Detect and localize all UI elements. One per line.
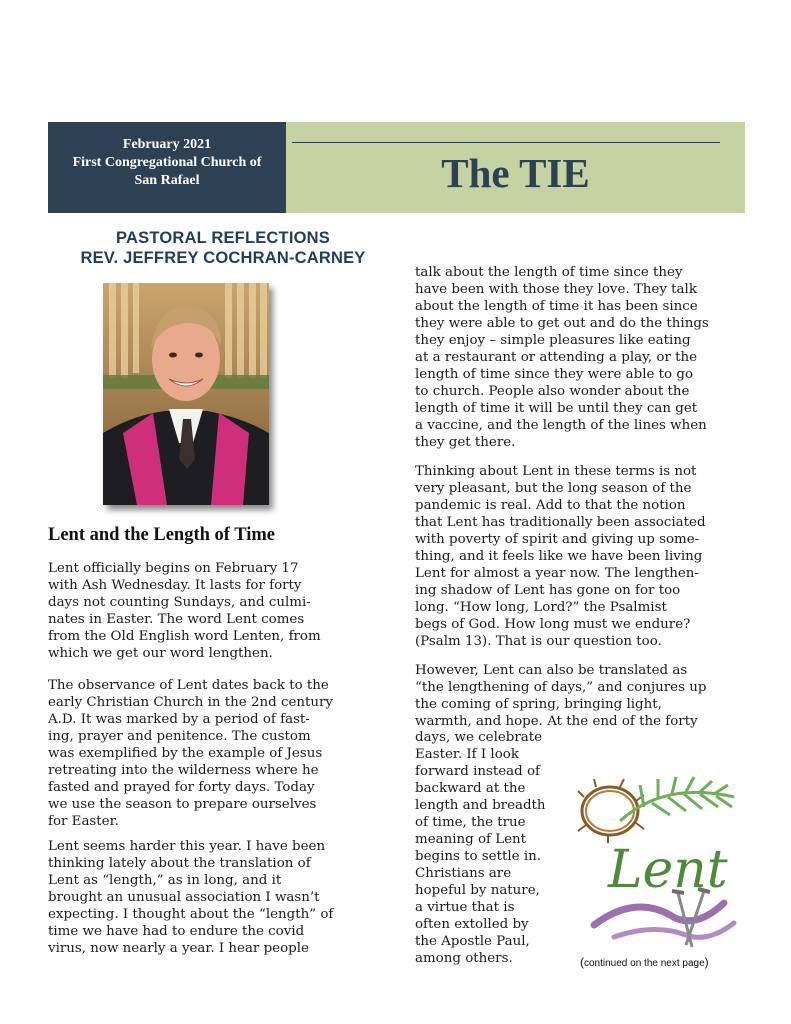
newsletter-title: The TIE: [441, 150, 590, 196]
paragraph-right-2: Thinking about Lent in these terms is not very pleasant, but the long season of the pandemic is real. Add to that the notion that Lent has traditionally been associated with poverty of spirit and giving up some- thing, and it feels like we have been living Lent for almost a year now. The lengthen- ing shadow of Lent has gone on for too long. “How long, Lord?” the Psalmist begs of God. How long must we endure? (Psalm 13). That is our question too.: [415, 464, 706, 649]
section-author: REV. JEFFREY COCHRAN-CARNEY: [80, 249, 366, 267]
church-name-line2: San Rafael: [134, 173, 200, 188]
paragraph-left-2: The observance of Lent dates back to the early Christian Church in the 2nd century A.D. It was marked by a period of fast- ing, prayer and penitence. The custom was exemplified by the example of Jesus retreating into the wilderness where he fasted and prayed for forty days. Today we use the season to prepare ourselves for Easter.: [48, 678, 333, 829]
header-rule: [292, 142, 720, 143]
pastor-portrait-image: [103, 283, 269, 505]
paragraph-right-4: days, we celebrate Easter. If I look forward instead of backward at the length and breadth of time, the true meaning of Lent begins to settle in. Christians are hopeful by nature, a virtue that is often extolled by the Apostle Paul, among others.: [415, 730, 546, 966]
continued-note: (continued on the next page): [580, 955, 709, 969]
church-name-line1: First Congregational Church of: [72, 155, 262, 170]
lent-illustration: [574, 775, 744, 953]
paragraph-left-1: Lent officially begins on February 17 with Ash Wednesday. It lasts for forty days not counting Sundays, and culmi- nates in Easter. The word Lent comes from the Old English word Lenten, from which we get our word lengthen.: [48, 561, 321, 661]
paragraph-right-1: talk about the length of time since they have been with those they love. They talk about the length of time it has been since they were able to get out and do the things they enjoy – simple pleasures like eating at a restaurant or attending a play, or the length of time since they were able to go to church. People also wonder about the length of time it will be until they can get a vaccine, and the length of the lines when they get there.: [415, 265, 709, 450]
header-title-box: [286, 122, 745, 213]
section-heading: PASTORAL REFLECTIONS: [116, 229, 330, 247]
header-church-box: [48, 122, 286, 213]
issue-date: February 2021: [122, 137, 212, 152]
pastor-photo: [103, 283, 269, 505]
paragraph-left-3: Lent seems harder this year. I have been thinking lately about the translation of Lent as “length,” as in long, and it brought an unusual association I wasn’t expecting. I thought about the “length” of time we have had to endure the covid virus, now nearly a year. I hear people: [48, 839, 334, 956]
continued-note-text: continued on the next page: [584, 958, 705, 969]
article-title: Lent and the Length of Time: [48, 525, 275, 545]
paragraph-right-3: However, Lent can also be translated as “the lengthening of days,” and conjures up the coming of spring, bringing light, warmth, and hope. At the end of the forty: [415, 663, 707, 729]
lent-word: Lent: [608, 840, 728, 900]
